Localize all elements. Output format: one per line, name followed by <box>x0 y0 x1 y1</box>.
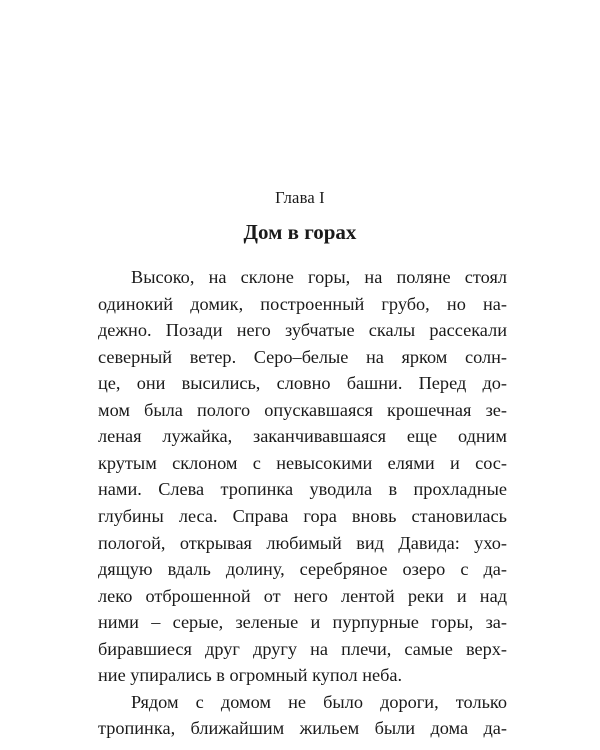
text-line: леко отброшенной от него лентой реки и над <box>98 585 507 606</box>
text-line: мом была полого опускавшаяся крошечная зе- <box>98 399 507 420</box>
text-line: дящую вдаль долину, серебряное озеро с да- <box>98 559 507 580</box>
text-line: одинокий домик, построенный грубо, но на- <box>98 293 507 314</box>
text-line: дежно. Позади него зубчатые скалы рассекали <box>98 320 507 341</box>
text-line: нами. Слева тропинка уводила в прохладные <box>98 479 507 500</box>
text-line: пологой, открывая любимый вид Давида: ухо- <box>98 532 507 553</box>
text-line: северный ветер. Серо–белые на ярком солн- <box>98 346 507 367</box>
text-line: тропинка, ближайшим жильем были дома да- <box>98 718 507 739</box>
text-line: крутым склоном с невысокими елями и сос- <box>98 452 507 473</box>
text-line: глубины леса. Справа гора вновь становилась <box>98 506 507 526</box>
text-line: це, они высились, словно башни. Перед до- <box>98 373 507 394</box>
text-line: ние упирались в огромный купол неба. <box>98 665 403 686</box>
text-line: Рядом с домом не было дороги, только <box>131 691 507 712</box>
text-line: Высоко, на склоне горы, на поляне стоял <box>131 267 507 287</box>
text-line: биравшиеся друг другу на плечи, самые верх- <box>98 638 507 659</box>
text-line: леная лужайка, заканчивавшаяся еще одним <box>98 426 507 447</box>
text-line: ними – серые, зеленые и пурпурные горы, за- <box>98 612 507 633</box>
chapter-title: Дом в горах <box>243 220 357 244</box>
chapter-label: Глава I <box>275 188 325 207</box>
